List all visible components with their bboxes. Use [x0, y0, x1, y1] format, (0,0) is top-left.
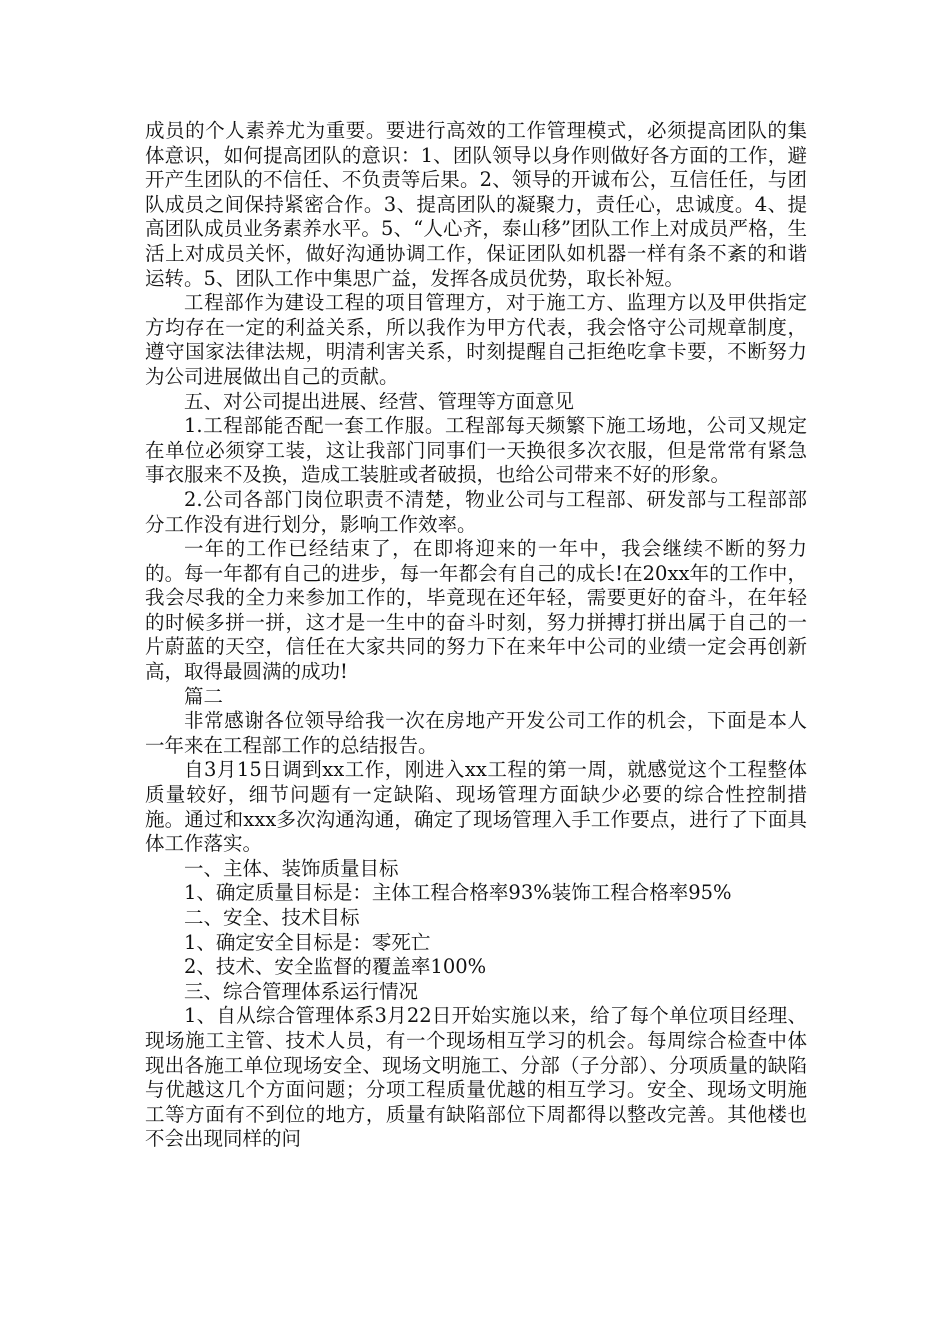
paragraph-thanks: 非常感谢各位领导给我一次在房地产开发公司工作的机会，下面是本人一年来在工程部工作的总结报告。 [145, 709, 807, 757]
paragraph-uniform-suggestion: 1.工程部能否配一套工作服。工程部每天频繁下施工场地，公司又规定在单位必须穿工装，这让我部门同事们一天换很多次衣服，但是常常有紧急事衣服来不及换，造成工装脏或者破损，也给公司带来不好的形象。 [145, 414, 807, 487]
paragraph-management-system: 1、自从综合管理体系3月22日开始实施以来，给了每个单位项目经理、现场施工主管、技术人员，有一个现场相互学习的机会。每周综合检查中体现出各施工单位现场安全、现场文明施工、分部（子分部）、分项质量的缺陷与优越这几个方面问题；分项工程质量优越的相互学习。安全、现场文明施工等方面有不到位的地方，质量有缺陷部位下周都得以整改完善。其他楼也不会出现同样的问 [145, 1004, 807, 1151]
item-quality-target: 1、确定质量目标是：主体工程合格率93%装饰工程合格率95% [184, 881, 732, 905]
paragraph-project-start: 自3月15日调到xx工作，刚进入xx工程的第一周，就感觉这个工程整体质量较好，细节问题有一定缺陷、现场管理方面缺少必要的综合性控制措施。通过和xxx多次沟通沟通，确定了现场管理入手工作要点，进行了下面具体工作落实。 [145, 758, 807, 856]
paragraph-year-conclusion: 一年的工作已经结束了，在即将迎来的一年中，我会继续不断的努力的。每一年都有自己的进步，每一年都会有自己的成长!在20xx年的工作中，我会尽我的全力来参加工作的，毕竟现在还年轻，需要更好的奋斗，在年轻的时候多拼一拼，这才是一生中的奋斗时刻，努力拼搏打拼出属于自己的一片蔚蓝的天空，信任在大家共同的努力下在来年中公司的业绩一定会再创新高，取得最圆满的成功! [145, 537, 807, 684]
item-safety-target: 1、确定安全目标是：零死亡 [184, 930, 431, 954]
paragraph-responsibility-suggestion: 2.公司各部门岗位职责不清楚，物业公司与工程部、研发部与工程部部分工作没有进行划分，影响工作效率。 [145, 487, 807, 536]
heading-safety-target: 二、安全、技术目标 [184, 906, 360, 929]
part-two-heading: 篇二 [184, 684, 224, 708]
paragraph-engineering-role: 工程部作为建设工程的项目管理方，对于施工方、监理方以及甲供指定方均存在一定的利益关系，所以我作为甲方代表，我会恪守公司规章制度，遵守国家法律法规，明清利害关系，时刻提醒自己拒绝吃拿卡要，不断努力为公司进展做出自己的贡献。 [145, 291, 807, 388]
item-coverage-rate: 2、技术、安全监督的覆盖率100% [184, 955, 487, 979]
paragraph-team-awareness: 成员的个人素养尤为重要。要进行高效的工作管理模式，必须提高团队的集体意识，如何提高团队的意识：1、团队领导以身作则做好各方面的工作，避开产生团队的不信任、不负责等后果。2、领导的开诚布公，互信任任，与团队成员之间保持紧密合作。3、提高团队的凝聚力，责任心，忠诚度。4、提高团队成员业务素养水平。5、“人心齐，泰山移”团队工作上对成员严格，生活上对成员关怀，做好沟通协调工作，保证团队如机器一样有条不紊的和谐运转。5、团队工作中集思广益，发挥各成员优势，取长补短。 [145, 119, 807, 290]
heading-quality-target: 一、主体、装饰质量目标 [184, 856, 399, 880]
document-page [145, 119, 807, 1152]
section-heading-suggestions: 五、对公司提出进展、经营、管理等方面意见 [184, 389, 575, 413]
heading-management-system: 三、综合管理体系运行情况 [184, 979, 419, 1003]
